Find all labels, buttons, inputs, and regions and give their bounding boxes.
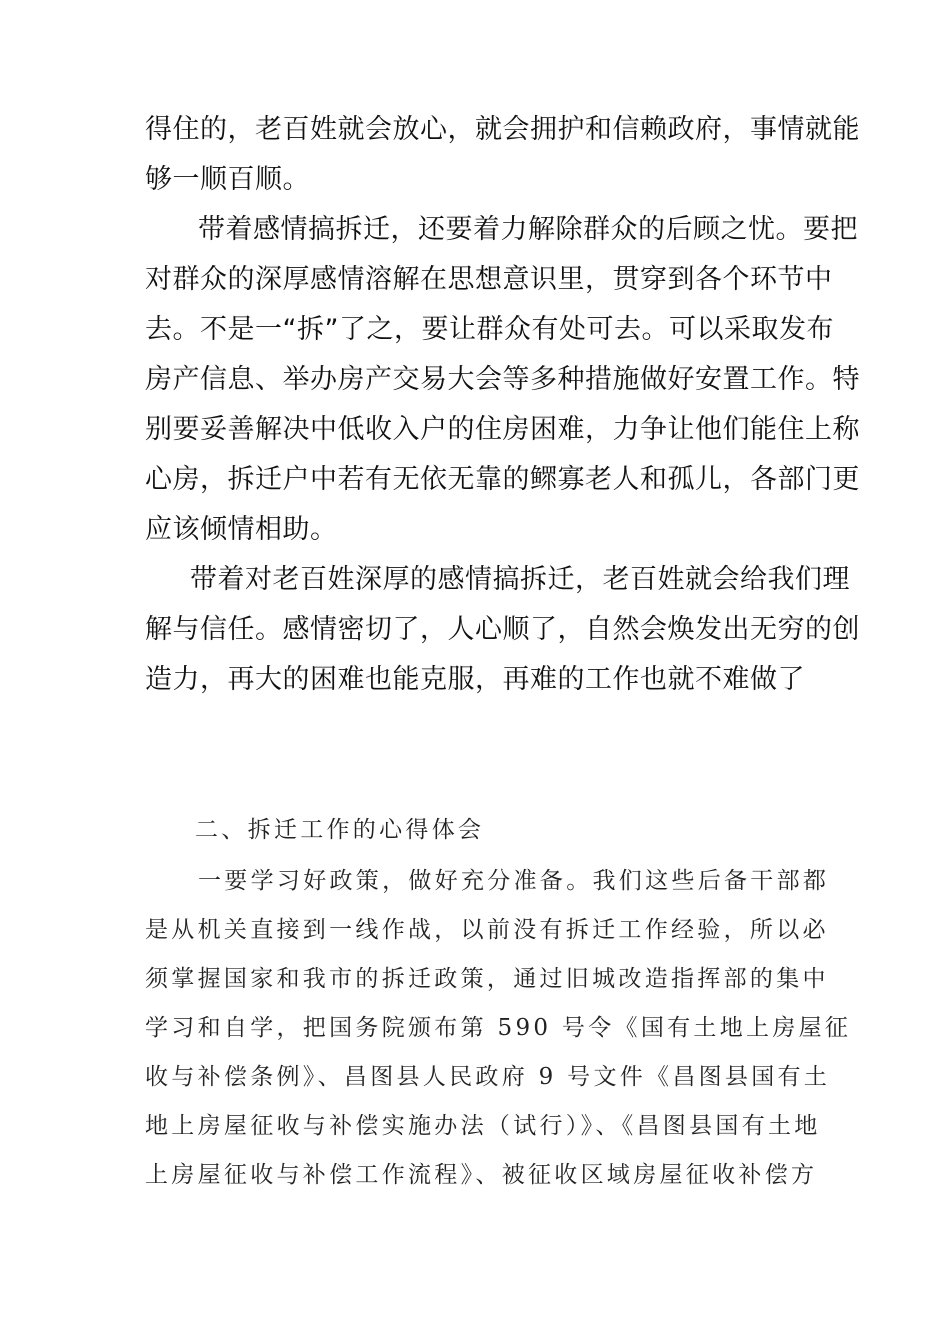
paragraph-line: 应该倾情相助。 [145, 514, 338, 545]
paragraph-line: 是从机关直接到一线作战，以前没有拆迁工作经验，所以必 [145, 917, 829, 943]
paragraph-line: 带着对老百姓深厚的感情搞拆迁，老百姓就会给我们理 [190, 564, 850, 595]
paragraph-line: 房产信息、举办房产交易大会等多种措施做好安置工作。特 [145, 364, 860, 395]
paragraph-line: 一要学习好政策，做好充分准备。我们这些后备干部都 [198, 868, 830, 894]
paragraph-line: 解与信任。感情密切了，人心顺了，自然会焕发出无穷的创 [145, 614, 860, 645]
paragraph-line: 对群众的深厚感情溶解在思想意识里，贯穿到各个环节中 [145, 264, 833, 295]
paragraph-line: 心房，拆迁户中若有无依无靠的鳏寡老人和孤儿，各部门更 [145, 464, 860, 495]
paragraph-line: 上房屋征收与补偿工作流程》、被征收区域房屋征收补偿方 [145, 1162, 818, 1188]
paragraph-line: 收与补偿条例》、昌图县人民政府 9 号文件《昌图县国有土 [145, 1064, 831, 1090]
paragraph-line: 地上房屋征收与补偿实施办法（试行）》、《昌图县国有土地 [145, 1113, 821, 1139]
paragraph-line: 须掌握国家和我市的拆迁政策，通过旧城改造指挥部的集中 [145, 966, 829, 992]
paragraph-line: 造力，再大的困难也能克服，再难的工作也就不难做了 [145, 664, 805, 695]
paragraph-line: 别要妥善解决中低收入户的住房困难，力争让他们能住上称 [145, 414, 860, 445]
paragraph-line: 得住的，老百姓就会放心，就会拥护和信赖政府，事情就能 [145, 114, 860, 145]
section-heading: 二、拆迁工作的心得体会 [195, 817, 485, 843]
paragraph-line: 学习和自学，把国务院颁布第 590 号令《国有土地上房屋征 [145, 1015, 852, 1041]
paragraph-line: 带着感情搞拆迁，还要着力解除群众的后顾之忧。要把 [198, 214, 858, 245]
paragraph-line: 去。不是一“拆”了之，要让群众有处可去。可以采取发布 [145, 314, 834, 345]
paragraph-line: 够一顺百顺。 [145, 164, 310, 195]
